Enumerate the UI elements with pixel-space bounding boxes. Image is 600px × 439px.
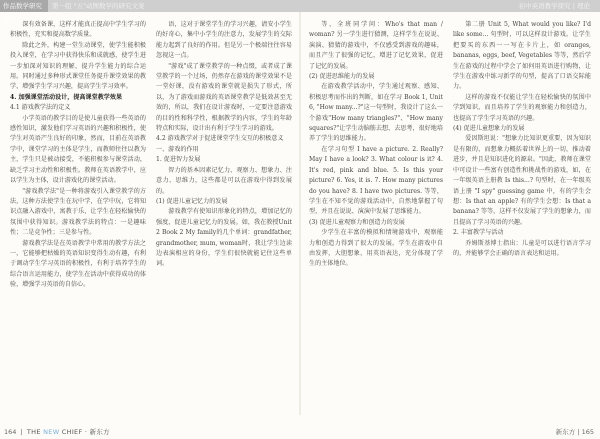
subheading: (3) 促进儿童观察力和创造力的发展 <box>309 218 405 226</box>
paragraph: 智力的基本因素记忆力、观察力、想象力、注意力、思维力，这些都是可以在游戏中得到发展的。 <box>156 166 292 195</box>
header-section-right: 初中英语教学探究 | 理论 <box>518 2 590 10</box>
paragraph: 游戏教学有使知识形象化的特点，增加记忆的强度，促进儿童记忆力的发展。如，我在教授Unit 2 Book 2 My family的几个单词：grandfather, grandmother, mum, woman时，我让学生边读边表演相应的身份，学生们很快就能记住这些单词。 <box>156 208 292 268</box>
header-article-title: 第一组 "五"动图数学的研究文案 <box>52 2 145 10</box>
page-spine <box>299 12 301 415</box>
paragraph: 语，这对于课堂学生的学习兴趣，请安小学生的好奇心，集中小学生的注意力，发展学生的交际能力起到了良好的作用。但是另一个极端往往容易忽视这一点。 <box>156 21 292 60</box>
subheading: 4.2 游戏教学对于促进课堂学生交互的积极意义 <box>156 135 284 143</box>
paragraph: 爱因斯坦说："想象力比知识更重要，因为知识是有限的，而想象力概括着世界上的一切，推动着进步，并且是知识进化的源泉。"因此，教师在课堂中可设计一些富有创造性和挑战性的游戏，如，在一年级英语上册教 Is this...? 句型时，在一年级英语上册 "I spy" guessing game 中，有的学生会想：Is that an apple? 有的学生会想：Is that a banana? 等等，这样不仅发展了学生的想象力，而且提高了学习英语的兴趣。 <box>453 135 591 226</box>
left-page-number: 164 <box>4 428 17 436</box>
paragraph: "游戏"成了课堂教学的一种点缀，或者成了课堂教学的一个过场，仍然存在游戏的课堂效果不是一堂好课，没有游戏的课堂就是损失了形式，所以，为了游戏而游戏的英语课堂教学是低效甚至无效的，所以，我们在设计游戏时，一定要注意游戏的目的性和科学性，根据教学的内容，学生的年龄特点和实际，设计出有利于学生学习的游戏。 <box>156 62 292 133</box>
page-footer <box>0 425 600 439</box>
magazine-name: THE NEW CHIEF · 新东方 <box>26 428 110 436</box>
paragraph: 乔姆斯基博士指出：儿童是可以进行语言学习的，并能够学会正确的语言表达和运用。 <box>453 239 591 257</box>
paragraph: 这样的游戏不仅能让学生在轻松愉快的氛围中学到知识，而且培养了学生的观察能力和创造力，也提高了学生学习英语的兴趣。 <box>453 93 591 122</box>
text-column-1 <box>10 20 146 410</box>
section-heading: 4. 加强课堂活动设计，提高课堂教学效果 <box>10 93 123 101</box>
header-bar <box>0 0 600 22</box>
paragraph: 深有效备课，这样才能真正提高中学生学习的积极性，充实和提高数学质量。 <box>10 21 146 39</box>
subheading: 1. 促进智力发展 <box>156 156 201 164</box>
paragraph: 在学习句型 I have a picture. 2. Really? May I have a look? 3. What colour is it? 4. It's red, pink and blue. 5. Is this your picture? 6. Yes, it is. 7. How many pictures do you have? 8. I have two pictures. 等等，学生在不知不觉的游戏活动中，自然地掌握了句型，并且在说说、演演中发展了思维能力。 <box>309 145 443 216</box>
paragraph: 少学生在丰富的模拟和情境游戏中，观察能力和创造力得到了很大的发展。学生在游戏中自由发挥，大胆想象，用英语表达，充分体现了学生的主体地位。 <box>309 229 443 268</box>
paragraph: 在游戏教学活动中，学生通过观察、感知、积极思考而作出的判断，如在学习 Book 1, Unit 6, "How many...?"这一句型时，我设计了这么一个游戏"How many triangles?"、"How many squares?"让学生动脑筋去想、去思考，很好地培养了学生的思维能力。 <box>309 83 443 143</box>
paragraph: 除此之外，构建一堂生动课堂，使学生能积极投入课堂，在学习中获得快乐和成就感，使学生进一步加深对知识的理解，提升学生能力的综合运用。同时通过多种形式课堂任务提升课堂效果的教学，增强学生学习兴趣，提高学生学习效率。 <box>10 41 146 91</box>
text-column-2 <box>156 20 292 410</box>
subheading: 一、游戏的作用 <box>156 145 199 153</box>
text-column-4 <box>453 20 591 410</box>
right-page-number: 新东方 | 165 <box>555 428 594 436</box>
header-section-tag: 作品数学研究资料 <box>0 0 48 12</box>
subheading: 2. 丰富教学与活动 <box>453 229 504 237</box>
paragraph: 第二册 Unit 5, What would you like? I'd like some... 句型时，可以这样设计游戏。让学生把要买的东西一一写在卡片上，如 oranges, bananas, eggs, beef, Vegetables 等等，然后学生在游戏的过程中学会了如何用英语进行购物，让学生在游戏中练习新学的句型，提高了口语交际能力。 <box>453 21 591 91</box>
paragraph: 小学英语的教学目的是使儿童获得一些英语的感性知识，激发他们学习英语的兴趣和积极性，使学生对英语产生良好的印象，然而，目前在英语教学中，课堂学习的主体是学生，而教师往往以教为主，学生只是被动接受，不能积极参与课堂活动，缺乏学习主动性和积极性。教师在英语教学中，应以学生为主体，设计游戏化的课堂活动。 <box>10 114 146 185</box>
paragraph: 等，全班同学问：Who's that man / woman? 另一学生进行猜测，这样学生在说说、演演、猜猜的游戏中，不仅感受到游戏的趣味，而且产生了很强的记忆，增进了记忆效果，促进了记忆的发展。 <box>309 21 443 70</box>
subheading: (1) 促进儿童记忆力的发展 <box>156 197 228 205</box>
subheading: 4.1 游戏教学法的定义 <box>10 104 71 112</box>
paragraph: 游戏教学法是在英语教学中常用的教学方法之一，它能够把枯燥的英语知识变得生动有趣，有利于调动学生学习英语的积极性，有利于培养学生的综合语言运用能力，使学生在活动中获得成功的体验，增强学习英语的自信心。 <box>10 239 146 289</box>
text-column-3 <box>309 20 443 410</box>
paragraph: "游戏教学法"是一种将游戏引入课堂教学的方法，这种方法使学生在玩中学，在学中玩，它将知识点融入游戏中，寓教于乐，让学生在轻松愉快的氛围中获得知识。游戏教学法的特点：一是趣味性；二是竞争性；三是参与性。 <box>10 187 146 237</box>
subheading: (4) 促进儿童想象力的发展 <box>453 125 525 133</box>
subheading: (2) 促进思维能力的发展 <box>309 73 375 81</box>
footer-left: 164 | THE NEW CHIEF · 新东方 <box>4 428 110 436</box>
